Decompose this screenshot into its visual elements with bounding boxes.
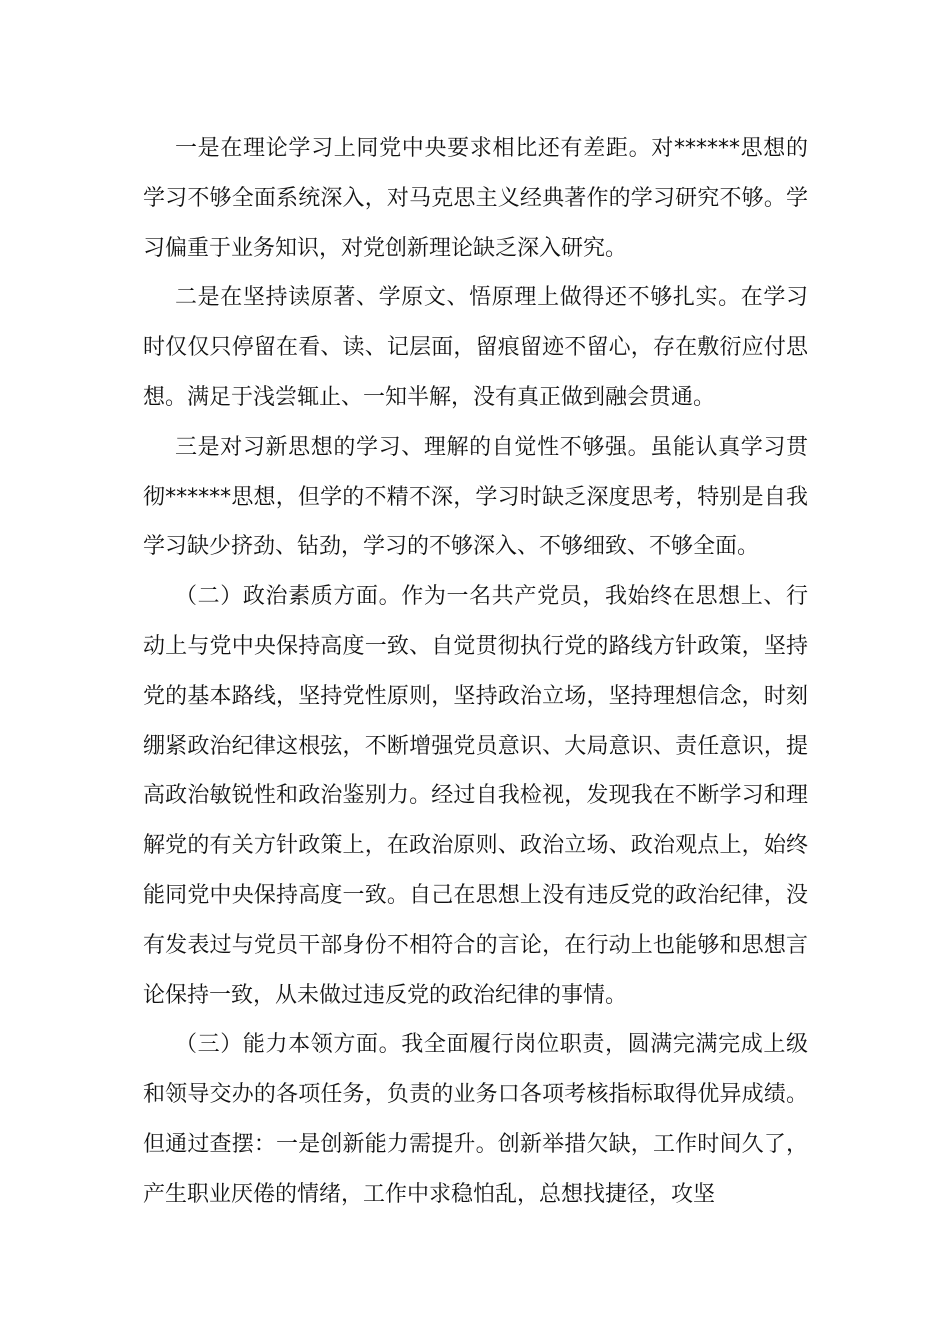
paragraph-original-texts: 二是在坚持读原著、学原文、悟原理上做得还不够扎实。在学习时仅仅只停留在看、读、记层面，留痕留迹不留心，存在敷衍应付思想。满足于浅尝辄止、一知半解，没有真正做到融会贯通。 xyxy=(143,285,808,410)
paragraph-theory-study: 一是在理论学习上同党中央要求相比还有差距。对******思想的学习不够全面系统深入，对马克思主义经典著作的学习研究不够。学习偏重于业务知识，对党创新理论缺乏深入研究。 xyxy=(143,136,808,261)
paragraph-self-awareness: 三是对习新思想的学习、理解的自觉性不够强。虽能认真学习贯彻******思想，但学的不精不深，学习时缺乏深度思考，特别是自我学习缺少挤劲、钻劲，学习的不够深入、不够细致、不够全面。 xyxy=(143,434,808,560)
paragraph-ability: （三）能力本领方面。我全面履行岗位职责，圆满完满完成上级和领导交办的各项任务，负责的业务口各项考核指标取得优异成绩。但通过查摆：一是创新能力需提升。创新举措欠缺，工作时间久了，产生职业厌倦的情绪，工作中求稳怕乱，总想找捷径，攻坚 xyxy=(143,1032,808,1207)
paragraph-political-quality: （二）政治素质方面。作为一名共产党员，我始终在思想上、行动上与党中央保持高度一致、自觉贯彻执行党的路线方针政策，坚持党的基本路线，坚持党性原则，坚持政治立场，坚持理想信念，时刻绷紧政治纪律这根弦，不断增强党员意识、大局意识、责任意识，提高政治敏锐性和政治鉴别力。经过自我检视，发现我在不断学习和理解党的有关方针政策上，在政治原则、政治立场、政治观点上，始终能同党中央保持高度一致。自己在思想上没有违反党的政治纪律，没有发表过与党员干部身份不相符合的言论，在行动上也能够和思想言论保持一致，从未做过违反党的政治纪律的事情。 xyxy=(143,584,808,1008)
document-body xyxy=(143,124,808,1220)
